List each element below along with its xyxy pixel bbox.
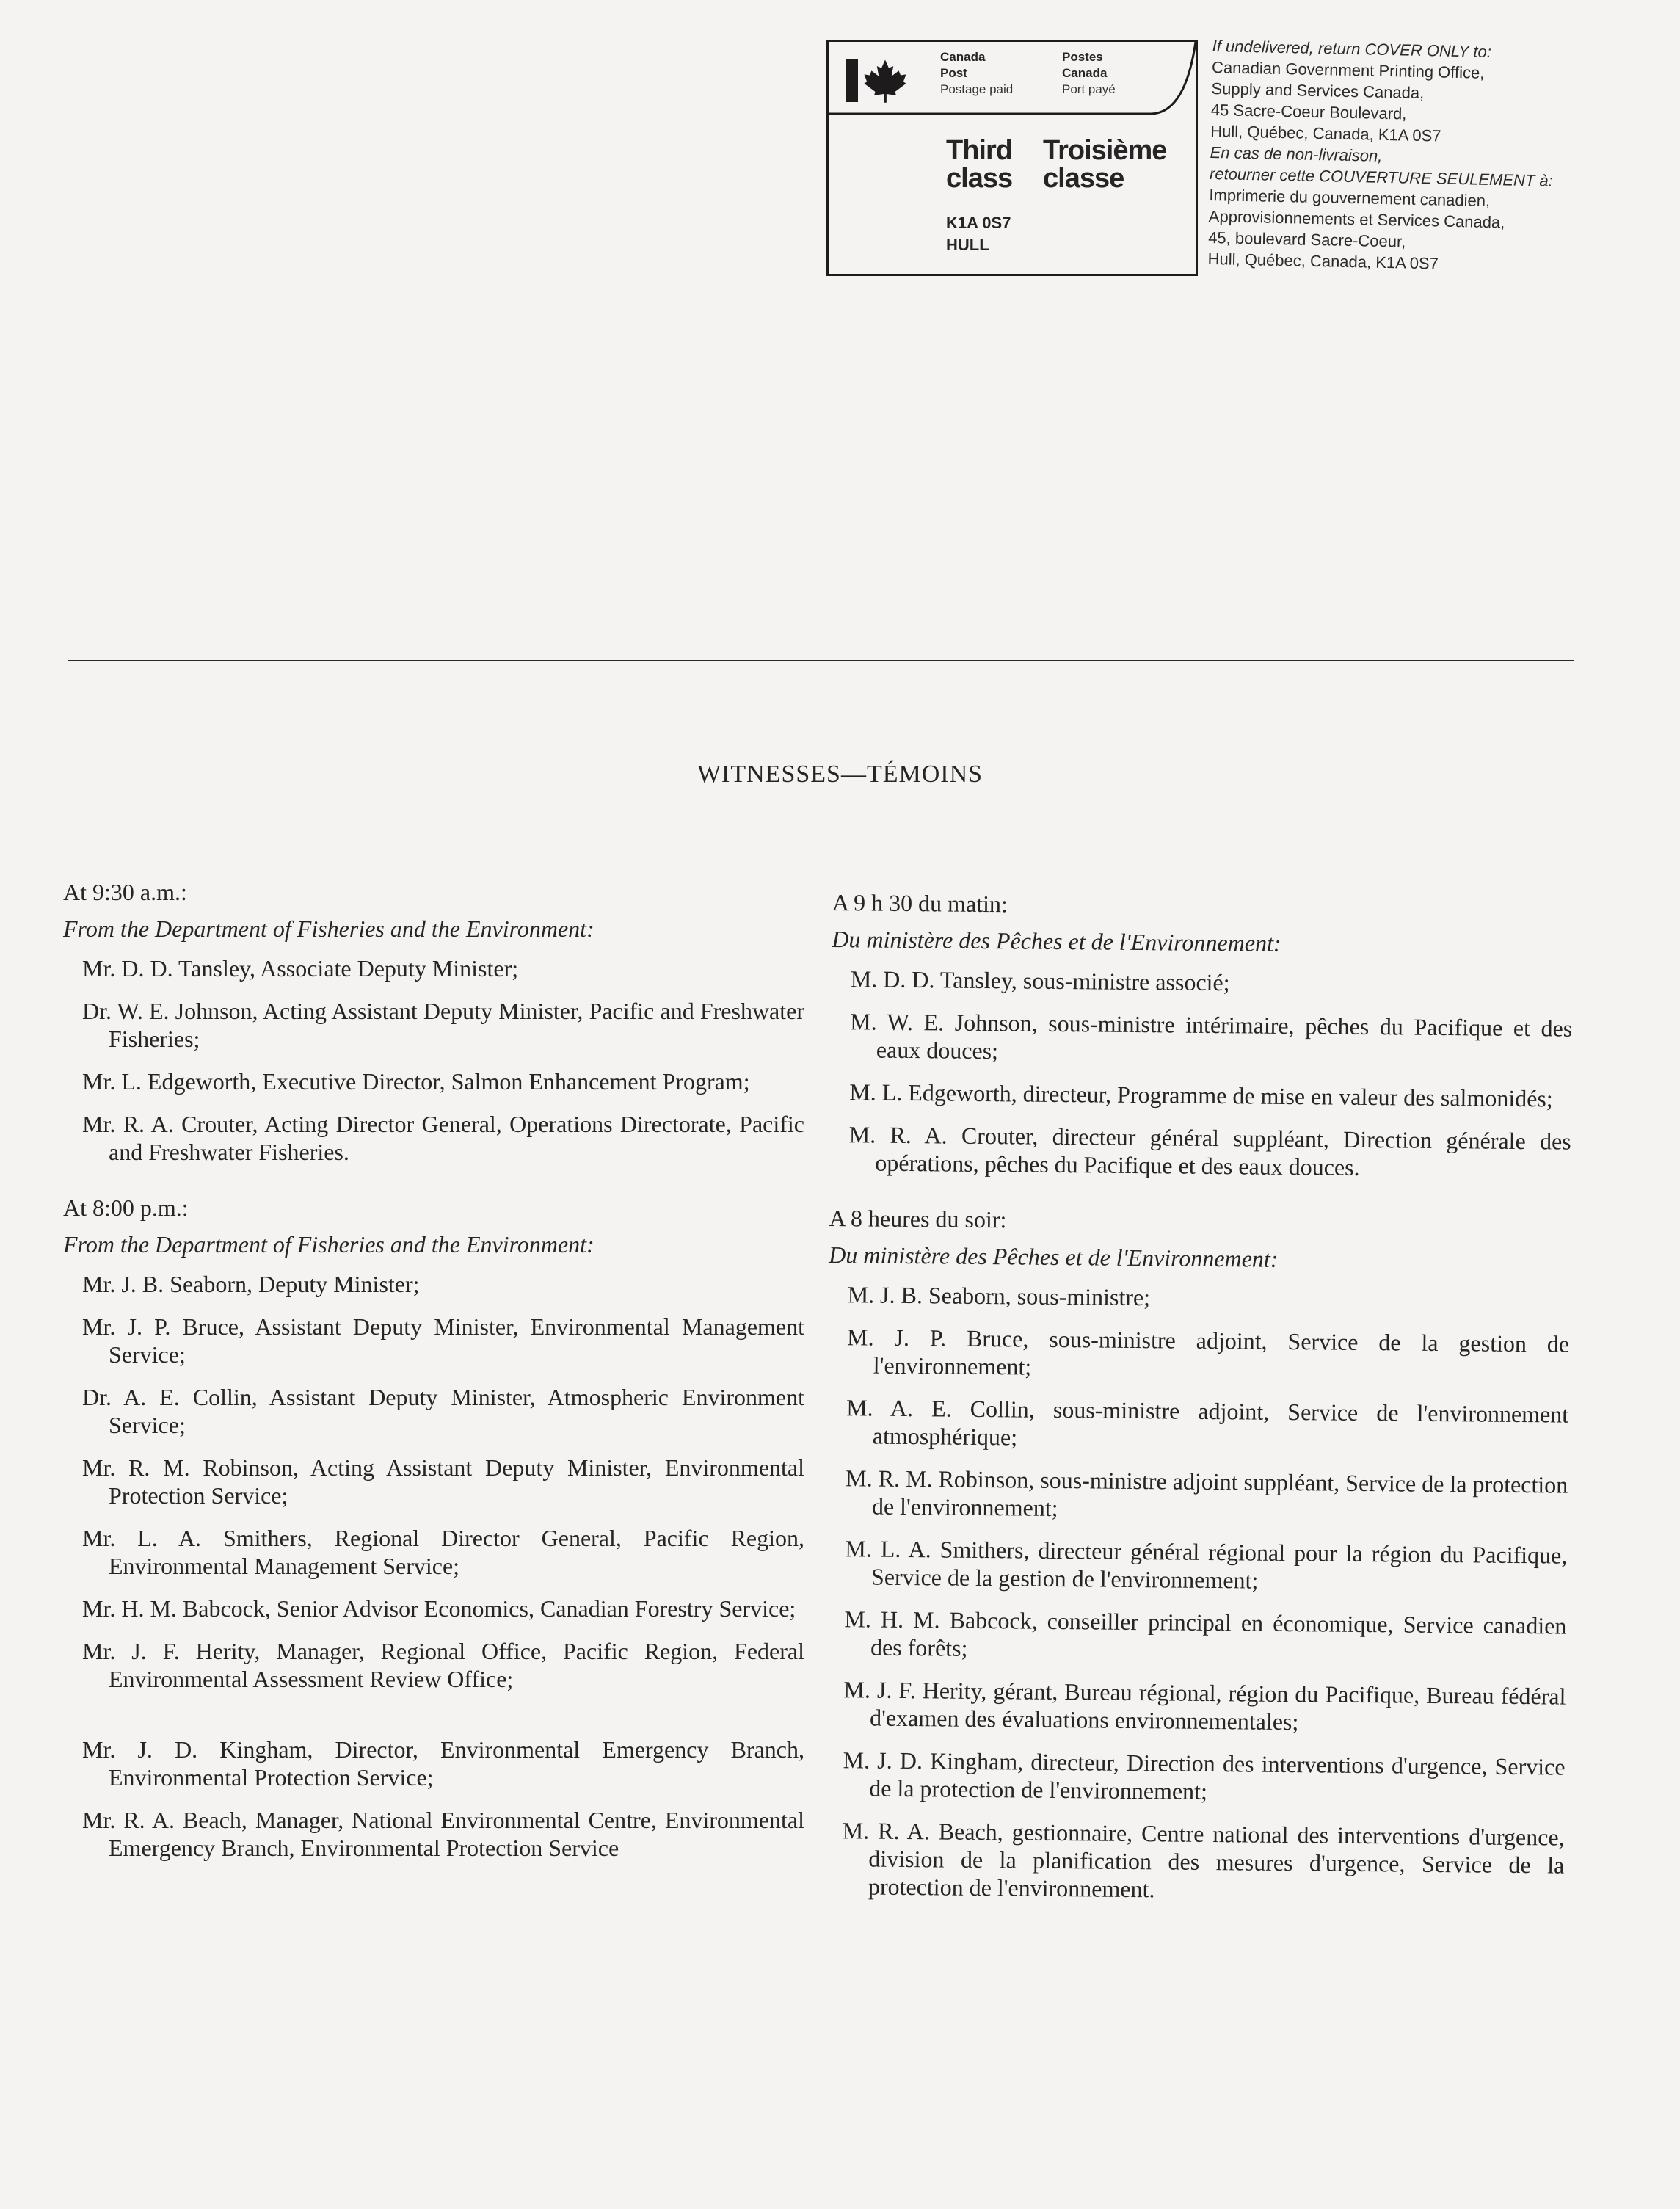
- witness-entry: Mr. L. A. Smithers, Regional Director General, Pacific Region, Environmental Management Service;: [82, 1525, 804, 1579]
- return-address: [1207, 35, 1668, 279]
- witness-entry: M. R. M. Robinson, sous-ministre adjoint suppléant, Service de la protection de l'environnement;: [846, 1465, 1568, 1521]
- canada-post-label: [940, 49, 1013, 98]
- department-heading: From the Department of Fisheries and the Environment:: [63, 1231, 594, 1258]
- city: HULL: [946, 236, 989, 254]
- port-paye-label: Port payé: [1062, 82, 1116, 96]
- witness-entry: M. D. D. Tansley, sous-ministre associé;: [850, 965, 1230, 996]
- return-address-line: retourner cette COUVERTURE SEULEMENT à:: [1209, 164, 1554, 190]
- witness-entry: M. L. Edgeworth, directeur, Programme de mise en valeur des salmonidés;: [849, 1078, 1553, 1112]
- session-time: A 9 h 30 du matin:: [832, 889, 1008, 918]
- morning-session-en: [63, 878, 804, 1166]
- evening-session-en: [63, 1194, 804, 1862]
- page-heading: WITNESSES—TÉMOINS: [697, 761, 983, 788]
- horizontal-rule: [68, 660, 1574, 661]
- witness-entry: Dr. A. E. Collin, Assistant Deputy Minister, Atmospheric Environment Service;: [82, 1384, 804, 1438]
- return-address-line: Hull, Québec, Canada, K1A 0S7: [1210, 121, 1441, 145]
- postes-canada-label: [1062, 49, 1116, 98]
- witness-entry: M. R. A. Crouter, directeur général suppléant, Direction générale des opérations, pêches du Pacifique et des eaux douces.: [848, 1121, 1571, 1180]
- witness-entry: M. J. P. Bruce, sous-ministre adjoint, Service de la gestion de l'environnement;: [846, 1324, 1570, 1380]
- indicia-postal-code: [946, 212, 1011, 256]
- witness-entry: Dr. W. E. Johnson, Acting Assistant Deputy Minister, Pacific and Freshwater Fisheries;: [82, 998, 804, 1052]
- department-heading: Du ministère des Pêches et de l'Environnement:: [829, 1241, 1279, 1272]
- postes-canada-line-2: Canada: [1062, 66, 1108, 80]
- return-address-line: Imprimerie du gouvernement canadien,: [1209, 185, 1491, 210]
- class-en-line-2: class: [946, 163, 1013, 194]
- witness-entry: Mr. J. D. Kingham, Director, Environmental Emergency Branch, Environmental Protection Service;: [82, 1736, 804, 1791]
- postal-code: K1A 0S7: [946, 214, 1011, 232]
- session-time: At 8:00 p.m.:: [63, 1194, 189, 1221]
- witness-entry: Mr. R. A. Beach, Manager, National Environmental Centre, Environmental Emergency Branch, Environmental Protection Service: [82, 1807, 804, 1861]
- morning-session-fr: [829, 888, 1574, 1183]
- department-heading: Du ministère des Pêches et de l'Environnement:: [832, 925, 1281, 957]
- witness-entry: Mr. L. Edgeworth, Executive Director, Salmon Enhancement Program;: [82, 1068, 750, 1095]
- class-en-line-1: Third: [946, 135, 1012, 166]
- witness-entry: M. J. D. Kingham, directeur, Direction des interventions d'urgence, Service de la protection de l'environnement;: [843, 1746, 1566, 1804]
- department-heading: From the Department of Fisheries and the Environment:: [63, 915, 594, 942]
- flag-bar: [846, 59, 858, 102]
- witness-entry: M. R. A. Beach, gestionnaire, Centre national des interventions d'urgence, division de la planification des mesures d'urgence, Service de la protection de l'environnement.: [842, 1817, 1565, 1903]
- class-fr-line-2: classe: [1043, 163, 1124, 194]
- return-address-line: Hull, Québec, Canada, K1A 0S7: [1207, 249, 1439, 273]
- canada-post-line-2: Post: [940, 66, 967, 80]
- witness-entry: Mr. J. F. Herity, Manager, Regional Office, Pacific Region, Federal Environmental Assessment Review Office;: [82, 1638, 804, 1692]
- session-time: At 9:30 a.m.:: [63, 879, 187, 905]
- class-fr-line-1: Troisième: [1043, 135, 1167, 166]
- return-address-line: 45, boulevard Sacre-Coeur,: [1207, 228, 1406, 251]
- witness-entry: M. J. F. Herity, gérant, Bureau régional, région du Pacifique, Bureau fédéral d'examen des évaluations environnementales;: [843, 1676, 1566, 1735]
- witness-entry: M. W. E. Johnson, sous-ministre intérimaire, pêches du Pacifique et des eaux douces;: [850, 1008, 1573, 1064]
- return-address-line: Canadian Government Printing Office,: [1211, 57, 1485, 82]
- witness-entry: M. H. M. Babcock, conseiller principal en économique, Service canadien des forêts;: [844, 1606, 1567, 1661]
- witness-entry: M. A. E. Collin, sous-ministre adjoint, Service de l'environnement atmosphérique;: [846, 1394, 1569, 1451]
- witness-entry: Mr. J. P. Bruce, Assistant Deputy Minister, Environmental Management Service;: [82, 1313, 804, 1368]
- french-column: [823, 888, 1574, 1922]
- witness-entry: Mr. H. M. Babcock, Senior Advisor Economics, Canadian Forestry Service;: [82, 1595, 796, 1622]
- witness-entry: Mr. D. D. Tansley, Associate Deputy Minister;: [82, 955, 519, 982]
- witness-entry: M. J. B. Seaborn, sous-ministre;: [847, 1281, 1151, 1311]
- return-address-line: Approvisionnements et Services Canada,: [1208, 206, 1505, 232]
- return-address-line: Supply and Services Canada,: [1211, 79, 1425, 103]
- postage-indicia: [826, 40, 1198, 276]
- witness-entry: Mr. R. A. Crouter, Acting Director General, Operations Directorate, Pacific and Freshwater Fisheries.: [82, 1111, 804, 1165]
- return-address-line: En cas de non-livraison,: [1210, 142, 1383, 165]
- return-address-line: 45 Sacre-Coeur Boulevard,: [1210, 100, 1407, 123]
- return-address-line: If undelivered, return COVER ONLY to:: [1212, 36, 1492, 61]
- postage-paid-label: Postage paid: [940, 82, 1014, 96]
- witness-entry: M. L. A. Smithers, directeur général régional pour la région du Pacifique, Service de la gestion de l'environnement;: [845, 1535, 1568, 1594]
- canada-post-line-1: Canada: [940, 50, 986, 64]
- maple-leaf-icon: [862, 58, 908, 104]
- english-column: [63, 878, 804, 1876]
- indicia-header: [829, 42, 1196, 115]
- evening-session-fr: [823, 1204, 1571, 1907]
- postes-canada-line-1: Postes: [1062, 50, 1103, 64]
- witness-entry: Mr. R. M. Robinson, Acting Assistant Deputy Minister, Environmental Protection Service;: [82, 1454, 804, 1509]
- session-time: A 8 heures du soir:: [829, 1204, 1007, 1233]
- witness-entry: Mr. J. B. Seaborn, Deputy Minister;: [82, 1271, 420, 1297]
- spacer: [63, 1708, 804, 1735]
